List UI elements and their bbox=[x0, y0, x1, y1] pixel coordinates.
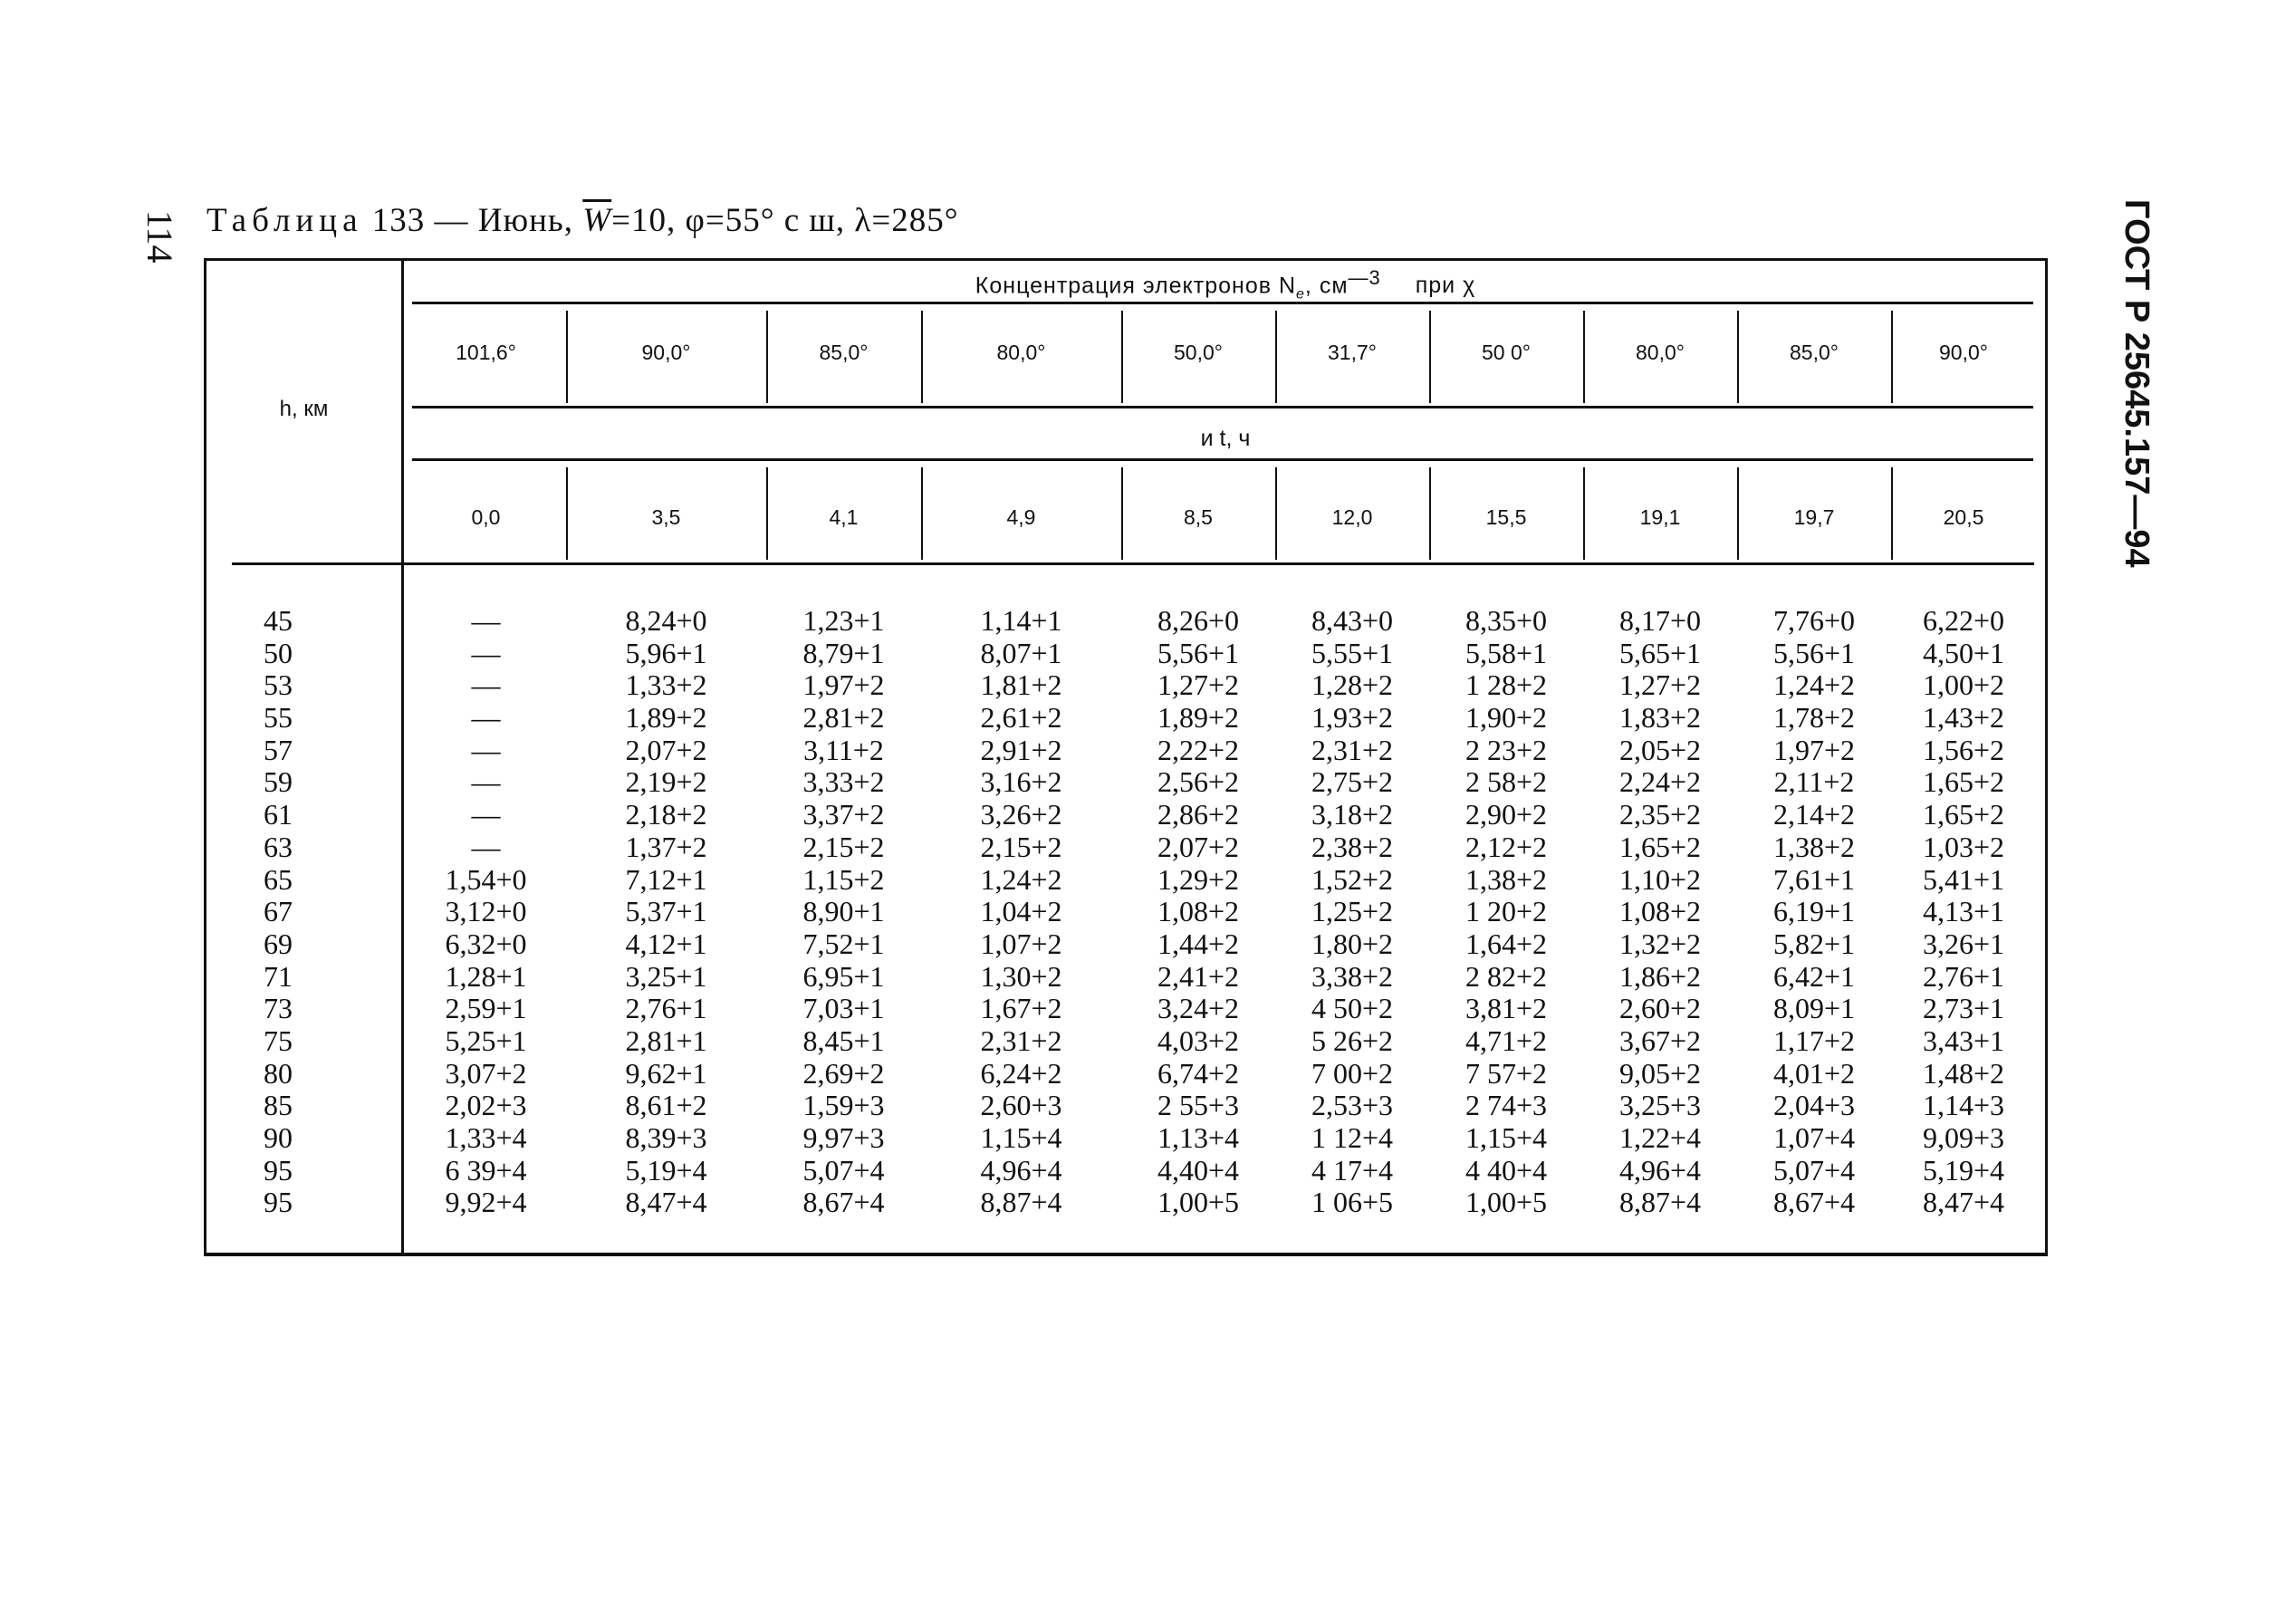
table-cell: 1,24+2 bbox=[1772, 668, 1856, 702]
table-cell: 4,96+4 bbox=[1618, 1153, 1702, 1187]
table-cell: 1,89+2 bbox=[625, 701, 707, 735]
table-cell: 1 06+5 bbox=[1311, 1186, 1394, 1219]
table-cell: 7,61+1 bbox=[1772, 862, 1856, 896]
table-cell: 2,81+1 bbox=[625, 1023, 707, 1057]
table-cell: 1,90+2 bbox=[1465, 701, 1548, 735]
table-cell: 2,90+2 bbox=[1465, 798, 1548, 831]
height-value: 85 bbox=[264, 1089, 293, 1122]
table-cell: 4 50+2 bbox=[1311, 992, 1394, 1025]
table-cell: 7 57+2 bbox=[1465, 1056, 1548, 1090]
table-cell: 1,00+5 bbox=[1465, 1186, 1548, 1219]
table-cell: 1,65+2 bbox=[1922, 765, 2005, 799]
table-cell: 2 74+3 bbox=[1465, 1089, 1548, 1122]
table-cell: 1,67+2 bbox=[980, 992, 1062, 1025]
table-cell: — bbox=[471, 798, 501, 831]
table-cell: 5,56+1 bbox=[1157, 636, 1240, 669]
table-cell: 1,97+2 bbox=[1772, 733, 1856, 766]
table-cell: 1,24+2 bbox=[980, 862, 1062, 896]
table-cell: 3,11+2 bbox=[803, 733, 884, 766]
table-cell: 2,35+2 bbox=[1618, 798, 1702, 831]
table-cell: 2,81+2 bbox=[802, 701, 885, 735]
chi-header-7: 80,0° bbox=[1636, 341, 1685, 364]
row-header-cell bbox=[206, 261, 404, 565]
t-separator-8 bbox=[1737, 467, 1739, 560]
table-caption bbox=[206, 201, 959, 240]
table-cell: 8,35+0 bbox=[1465, 604, 1548, 637]
table-cell: 3,33+2 bbox=[802, 765, 885, 799]
chi-separator-6 bbox=[1429, 311, 1431, 403]
data-column-3 bbox=[921, 605, 1121, 1219]
table-cell: — bbox=[471, 701, 501, 735]
table-cell: 1,07+2 bbox=[980, 927, 1062, 960]
table-cell: 2,04+3 bbox=[1772, 1089, 1856, 1122]
table-cell: 3,37+2 bbox=[802, 798, 885, 831]
height-value: 80 bbox=[264, 1056, 293, 1090]
chi-header-8: 85,0° bbox=[1790, 341, 1839, 364]
table-cell: 8,47+4 bbox=[625, 1186, 707, 1219]
table-cell: 1,27+2 bbox=[1157, 668, 1240, 702]
table-cell: 1,10+2 bbox=[1618, 862, 1702, 896]
table-cell: 6,42+1 bbox=[1772, 959, 1856, 993]
table-cell: 1,14+1 bbox=[980, 604, 1062, 637]
t-header-4: 8,5 bbox=[1184, 505, 1213, 529]
table-cell: 1,13+4 bbox=[1157, 1121, 1240, 1154]
table-cell: — bbox=[471, 636, 501, 669]
table-cell: 5,56+1 bbox=[1772, 636, 1856, 669]
table-cell: 6 39+4 bbox=[445, 1153, 527, 1187]
table-cell: 8,87+4 bbox=[980, 1186, 1062, 1219]
table-cell: 1,80+2 bbox=[1311, 927, 1394, 960]
height-value: 59 bbox=[264, 765, 293, 799]
table-cell: 8,17+0 bbox=[1618, 604, 1702, 637]
table-cell: 4,03+2 bbox=[1157, 1023, 1240, 1057]
table-cell: 1,89+2 bbox=[1157, 701, 1240, 735]
table-cell: 2,02+3 bbox=[445, 1089, 527, 1122]
table-cell: 2,76+1 bbox=[625, 992, 707, 1025]
table-cell: 2,38+2 bbox=[1311, 830, 1394, 863]
table-cell: 5,07+4 bbox=[1772, 1153, 1856, 1187]
chi-header-5: 31,7° bbox=[1328, 341, 1377, 364]
table-cell: 1,86+2 bbox=[1618, 959, 1702, 993]
t-header-5: 12,0 bbox=[1331, 505, 1373, 529]
t-separator-2 bbox=[766, 467, 768, 560]
table-cell: 2 55+3 bbox=[1157, 1089, 1240, 1122]
table-cell: 1,48+2 bbox=[1922, 1056, 2005, 1090]
table-cell: 2,07+2 bbox=[625, 733, 707, 766]
table-cell: 6,19+1 bbox=[1772, 895, 1856, 928]
table-cell: — bbox=[471, 668, 501, 702]
data-column-7 bbox=[1583, 605, 1737, 1219]
caption-rest: 133 — Июнь, bbox=[371, 202, 574, 239]
table-cell: 1,97+2 bbox=[802, 668, 885, 702]
header-title-text: Концентрация электронов N bbox=[975, 273, 1297, 299]
table-cell: 2,11+2 bbox=[1773, 765, 1855, 799]
height-value: 50 bbox=[264, 636, 293, 669]
table-cell: 1,78+2 bbox=[1772, 701, 1856, 735]
table-cell: 2 23+2 bbox=[1465, 733, 1548, 766]
height-value: 69 bbox=[264, 927, 293, 960]
table-cell: 4,40+4 bbox=[1157, 1153, 1240, 1187]
table-cell: 1,27+2 bbox=[1618, 668, 1702, 702]
table-cell: 5,19+4 bbox=[625, 1153, 707, 1187]
chi-separator-4 bbox=[1121, 311, 1123, 403]
table-cell: 8,45+1 bbox=[802, 1023, 885, 1057]
height-value: 73 bbox=[264, 992, 293, 1025]
table-cell: 1,00+2 bbox=[1922, 668, 2005, 702]
t-separator-3 bbox=[921, 467, 923, 560]
chi-separator-8 bbox=[1737, 311, 1739, 403]
table-cell: 2,73+1 bbox=[1922, 992, 2005, 1025]
table-cell: 4,01+2 bbox=[1772, 1056, 1856, 1090]
table-cell: 8,61+2 bbox=[625, 1089, 707, 1122]
table-cell: 4 40+4 bbox=[1465, 1153, 1548, 1187]
table-cell: — bbox=[471, 830, 501, 863]
chi-header-1: 90,0° bbox=[641, 341, 691, 364]
table-cell: 2,69+2 bbox=[802, 1056, 885, 1090]
height-value: 63 bbox=[264, 830, 293, 863]
table-cell: 1 12+4 bbox=[1311, 1121, 1394, 1154]
table-cell: 5,07+4 bbox=[802, 1153, 885, 1187]
chi-header-9: 90,0° bbox=[1939, 341, 1988, 364]
t-header-6: 15,5 bbox=[1485, 505, 1527, 529]
table-cell: 1,81+2 bbox=[980, 668, 1062, 702]
table-cell: 8,79+1 bbox=[802, 636, 885, 669]
table-cell: 3,24+2 bbox=[1157, 992, 1240, 1025]
table-cell: 8,26+0 bbox=[1157, 604, 1240, 637]
table-cell: 1,29+2 bbox=[1157, 862, 1240, 896]
table-cell: 4,96+4 bbox=[980, 1153, 1062, 1187]
table-cell: 3,43+1 bbox=[1922, 1023, 2005, 1057]
t-separator-4 bbox=[1121, 467, 1123, 560]
table-cell: 7,03+1 bbox=[802, 992, 885, 1025]
document-code bbox=[2110, 199, 2165, 568]
table-cell: 6,22+0 bbox=[1922, 604, 2005, 637]
table-cell: 1,00+5 bbox=[1157, 1186, 1240, 1219]
height-value: 71 bbox=[264, 959, 293, 993]
table-cell: 1,93+2 bbox=[1311, 701, 1394, 735]
table-cell: 9,05+2 bbox=[1618, 1056, 1702, 1090]
chi-header-0: 101,6° bbox=[456, 341, 516, 364]
table-cell: 1,03+2 bbox=[1922, 830, 2005, 863]
table-cell: 1 20+2 bbox=[1465, 895, 1548, 928]
table-cell: 6,74+2 bbox=[1157, 1056, 1240, 1090]
table-cell: 2,60+3 bbox=[980, 1089, 1062, 1122]
table-cell: 2,76+1 bbox=[1922, 959, 2005, 993]
electron-concentration-table bbox=[204, 258, 2048, 1256]
table-cell: 1,37+2 bbox=[625, 830, 707, 863]
table-cell: 6,24+2 bbox=[980, 1056, 1062, 1090]
table-cell: 2,19+2 bbox=[625, 765, 707, 799]
table-cell: 3,18+2 bbox=[1311, 798, 1394, 831]
data-column-6 bbox=[1429, 605, 1583, 1219]
table-cell: 1,08+2 bbox=[1157, 895, 1240, 928]
table-cell: 3,16+2 bbox=[980, 765, 1062, 799]
row-header-label: h, км bbox=[279, 397, 329, 421]
height-value: 55 bbox=[264, 701, 293, 735]
table-cell: 1,52+2 bbox=[1311, 862, 1394, 896]
table-cell: 9,92+4 bbox=[445, 1186, 527, 1219]
table-cell: 1,28+2 bbox=[1311, 668, 1394, 702]
height-value: 95 bbox=[264, 1186, 293, 1219]
height-value: 95 bbox=[264, 1153, 293, 1187]
table-cell: 1,15+4 bbox=[980, 1121, 1062, 1154]
chi-separator-2 bbox=[766, 311, 768, 403]
table-cell: 8,90+1 bbox=[802, 895, 885, 928]
table-cell: 1,28+1 bbox=[445, 959, 527, 993]
table-cell: 1,32+2 bbox=[1618, 927, 1702, 960]
table-cell: 1,65+2 bbox=[1618, 830, 1702, 863]
table-cell: 4,13+1 bbox=[1922, 895, 2005, 928]
height-value: 75 bbox=[264, 1023, 293, 1057]
table-cell: 1,25+2 bbox=[1311, 895, 1394, 928]
table-cell: 2,05+2 bbox=[1618, 733, 1702, 766]
table-cell: 2,22+2 bbox=[1157, 733, 1240, 766]
chi-header-3: 80,0° bbox=[996, 341, 1046, 364]
table-cell: 2,15+2 bbox=[802, 830, 885, 863]
table-cell: 8,43+0 bbox=[1311, 604, 1394, 637]
table-cell: 2,07+2 bbox=[1157, 830, 1240, 863]
table-cell: 7,76+0 bbox=[1772, 604, 1856, 637]
table-cell: 3,67+2 bbox=[1618, 1023, 1702, 1057]
table-cell: 4 17+4 bbox=[1311, 1153, 1394, 1187]
table-cell: 1,04+2 bbox=[980, 895, 1062, 928]
data-column-4 bbox=[1121, 605, 1275, 1219]
header-suffix: при χ bbox=[1415, 273, 1476, 299]
table-cell: 8,47+4 bbox=[1922, 1186, 2005, 1219]
chi-separator-1 bbox=[566, 311, 568, 403]
table-cell: 5,25+1 bbox=[445, 1023, 527, 1057]
document-code-text: ГОСТ Р 25645.157—94 bbox=[2118, 199, 2156, 568]
table-cell: 1,56+2 bbox=[1922, 733, 2005, 766]
height-value: 65 bbox=[264, 862, 293, 896]
table-cell: 3,38+2 bbox=[1311, 959, 1394, 993]
table-cell: 1,33+2 bbox=[625, 668, 707, 702]
height-value: 53 bbox=[264, 668, 293, 702]
header-rule-2 bbox=[412, 406, 2033, 408]
table-cell: 1,30+2 bbox=[980, 959, 1062, 993]
height-column bbox=[206, 605, 401, 1219]
table-cell: 1,22+4 bbox=[1618, 1121, 1702, 1154]
table-cell: 3,26+1 bbox=[1922, 927, 2005, 960]
t-header-9: 20,5 bbox=[1943, 505, 1984, 529]
table-cell: 2,15+2 bbox=[980, 830, 1062, 863]
page-number: 114 bbox=[139, 210, 180, 264]
table-cell: 1,59+3 bbox=[802, 1089, 885, 1122]
table-cell: 1,43+2 bbox=[1922, 701, 2005, 735]
body-left-rule bbox=[401, 565, 404, 1254]
chi-separator-7 bbox=[1583, 311, 1585, 403]
table-cell: 1,54+0 bbox=[445, 862, 527, 896]
data-column-5 bbox=[1275, 605, 1429, 1219]
data-column-9 bbox=[1891, 605, 2036, 1219]
table-cell: 5,41+1 bbox=[1922, 862, 2005, 896]
table-cell: 4,50+1 bbox=[1922, 636, 2005, 669]
table-cell: 2 82+2 bbox=[1465, 959, 1548, 993]
table-cell: 1,38+2 bbox=[1465, 862, 1548, 896]
height-value: 61 bbox=[264, 798, 293, 831]
header-exp: —3 bbox=[1348, 266, 1381, 289]
t-separator-6 bbox=[1429, 467, 1431, 560]
data-column-0 bbox=[406, 605, 566, 1219]
chi-header-4: 50,0° bbox=[1174, 341, 1223, 364]
chi-separator-5 bbox=[1275, 311, 1277, 403]
caption-params: =10, φ=55° с ш, λ=285° bbox=[611, 202, 959, 239]
table-cell: 1,44+2 bbox=[1157, 927, 1240, 960]
time-label: и t, ч bbox=[1200, 426, 1251, 451]
data-column-2 bbox=[766, 605, 921, 1219]
table-cell: 2,75+2 bbox=[1311, 765, 1394, 799]
table-cell: 7 00+2 bbox=[1311, 1056, 1394, 1090]
table-cell: 7,52+1 bbox=[802, 927, 885, 960]
data-column-8 bbox=[1737, 605, 1891, 1219]
table-cell: 2,31+2 bbox=[1311, 733, 1394, 766]
table-cell: 1,15+4 bbox=[1465, 1121, 1548, 1154]
table-cell: 1,23+1 bbox=[802, 604, 885, 637]
table-cell: 5 26+2 bbox=[1311, 1023, 1394, 1057]
table-cell: — bbox=[471, 733, 501, 766]
caption-w: $\overline{W}$ bbox=[582, 202, 612, 239]
table-cell: 8,87+4 bbox=[1618, 1186, 1702, 1219]
table-cell: 2,59+1 bbox=[445, 992, 527, 1025]
header-title: Концентрация электронов $N_e$, $см^{—3}$ при χ bbox=[975, 266, 1476, 303]
table-cell: 1,14+3 bbox=[1922, 1089, 2005, 1122]
table-cell: 3,25+1 bbox=[625, 959, 707, 993]
caption-label: Таблица bbox=[206, 202, 363, 239]
table-cell: 6,95+1 bbox=[802, 959, 885, 993]
table-cell: 2,61+2 bbox=[980, 701, 1062, 735]
chi-separator-3 bbox=[921, 311, 923, 403]
table-cell: 1,65+2 bbox=[1922, 798, 2005, 831]
table-cell: 3,12+0 bbox=[445, 895, 527, 928]
t-header-7: 19,1 bbox=[1639, 505, 1681, 529]
header-rule-4 bbox=[232, 562, 2034, 565]
table-cell: 8,67+4 bbox=[1772, 1186, 1856, 1219]
table-cell: 2,91+2 bbox=[980, 733, 1062, 766]
chi-header-6: 50 0° bbox=[1482, 341, 1531, 364]
table-cell: 1 28+2 bbox=[1465, 668, 1548, 702]
table-cell: 3,07+2 bbox=[445, 1056, 527, 1090]
header-rule-3 bbox=[412, 458, 2033, 461]
table-cell: 8,09+1 bbox=[1772, 992, 1856, 1025]
height-value: 45 bbox=[264, 604, 293, 637]
table-cell: 8,24+0 bbox=[625, 604, 707, 637]
height-value: 90 bbox=[264, 1121, 293, 1154]
table-cell: 2,56+2 bbox=[1157, 765, 1240, 799]
table-cell: 3,25+3 bbox=[1618, 1089, 1702, 1122]
t-separator-7 bbox=[1583, 467, 1585, 560]
table-cell: 8,07+1 bbox=[980, 636, 1062, 669]
table-cell: 2,86+2 bbox=[1157, 798, 1240, 831]
height-value: 67 bbox=[264, 895, 293, 928]
t-header-0: 0,0 bbox=[471, 505, 501, 529]
data-column-1 bbox=[566, 605, 766, 1219]
table-cell: 4,12+1 bbox=[625, 927, 707, 960]
table-cell: 2,31+2 bbox=[980, 1023, 1062, 1057]
t-separator-1 bbox=[566, 467, 568, 560]
table-cell: 9,09+3 bbox=[1922, 1121, 2005, 1154]
table-cell: 2,53+3 bbox=[1311, 1089, 1394, 1122]
table-cell: 3,81+2 bbox=[1465, 992, 1548, 1025]
table-cell: 1,08+2 bbox=[1618, 895, 1702, 928]
table-cell: 5,65+1 bbox=[1618, 636, 1702, 669]
table-cell: 5,96+1 bbox=[625, 636, 707, 669]
table-cell: 9,62+1 bbox=[625, 1056, 707, 1090]
chi-header-2: 85,0° bbox=[819, 341, 869, 364]
table-cell: 5,82+1 bbox=[1772, 927, 1856, 960]
chi-separator-9 bbox=[1891, 311, 1893, 403]
t-header-1: 3,5 bbox=[651, 505, 681, 529]
table-cell: 1,07+4 bbox=[1772, 1121, 1856, 1154]
header-rule-1 bbox=[412, 302, 2033, 304]
header-units: , см bbox=[1304, 273, 1349, 299]
table-cell: 5,58+1 bbox=[1465, 636, 1548, 669]
table-cell: 1,83+2 bbox=[1618, 701, 1702, 735]
table-cell: 2,60+2 bbox=[1618, 992, 1702, 1025]
table-cell: 5,19+4 bbox=[1922, 1153, 2005, 1187]
table-cell: 2 58+2 bbox=[1465, 765, 1548, 799]
t-header-2: 4,1 bbox=[829, 505, 859, 529]
table-cell: 2,41+2 bbox=[1157, 959, 1240, 993]
t-separator-5 bbox=[1275, 467, 1277, 560]
table-cell: 1,38+2 bbox=[1772, 830, 1856, 863]
table-cell: 1,17+2 bbox=[1772, 1023, 1856, 1057]
table-cell: 1,64+2 bbox=[1465, 927, 1548, 960]
table-cell: 1,15+2 bbox=[802, 862, 885, 896]
t-header-3: 4,9 bbox=[1006, 505, 1036, 529]
table-cell: 7,12+1 bbox=[625, 862, 707, 896]
height-value: 57 bbox=[264, 733, 293, 766]
table-cell: 8,39+3 bbox=[625, 1121, 707, 1154]
table-cell: 2,12+2 bbox=[1465, 830, 1548, 863]
table-cell: 2,24+2 bbox=[1618, 765, 1702, 799]
table-cell: 3,26+2 bbox=[980, 798, 1062, 831]
table-cell: 1,33+4 bbox=[445, 1121, 527, 1154]
table-cell: — bbox=[471, 765, 501, 799]
table-cell: — bbox=[471, 604, 501, 637]
t-header-8: 19,7 bbox=[1793, 505, 1835, 529]
table-cell: 5,37+1 bbox=[625, 895, 707, 928]
table-cell: 2,14+2 bbox=[1772, 798, 1856, 831]
t-separator-9 bbox=[1891, 467, 1893, 560]
table-cell: 8,67+4 bbox=[802, 1186, 885, 1219]
table-cell: 5,55+1 bbox=[1311, 636, 1394, 669]
table-cell: 9,97+3 bbox=[802, 1121, 885, 1154]
table-cell: 2,18+2 bbox=[625, 798, 707, 831]
table-cell: 6,32+0 bbox=[445, 927, 527, 960]
table-cell: 4,71+2 bbox=[1465, 1023, 1548, 1057]
